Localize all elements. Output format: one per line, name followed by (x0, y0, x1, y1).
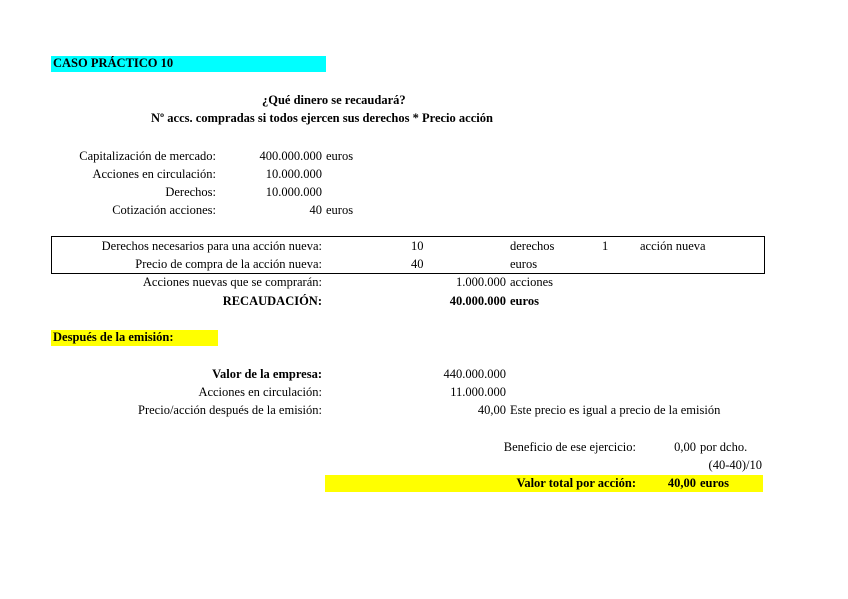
after-shares-label: Acciones en circulación: (198, 385, 322, 399)
price-value: 40 (309, 203, 322, 217)
cap-label: Capitalización de mercado: (79, 149, 216, 163)
rights-value: 10.000.000 (265, 185, 322, 199)
purchase-price-unit: euros (510, 257, 538, 271)
price-unit: euros (326, 203, 354, 217)
benefit-label: Beneficio de ese ejercicio: (503, 440, 636, 454)
cap-unit: euros (326, 149, 354, 163)
new-shares-value: 1.000.000 (456, 275, 506, 289)
rights-label: Derechos: (165, 185, 216, 199)
company-value: 440.000.000 (443, 367, 506, 381)
after-price-label: Precio/acción después de la emisión: (138, 403, 322, 417)
formula-heading: Nº accs. compradas si todos ejercen sus derechos * Precio acción (151, 111, 493, 125)
new-shares-unit: acciones (510, 275, 554, 289)
new-share-count: 1 (602, 239, 609, 253)
rights-needed-value: 10 (411, 239, 424, 253)
shares-value: 10.000.000 (265, 167, 322, 181)
rights-needed-unit: derechos (510, 239, 555, 253)
price-label: Cotización acciones: (112, 203, 216, 217)
proceeds-unit: euros (510, 294, 539, 308)
new-share-unit: acción nueva (640, 239, 706, 253)
after-heading-cell (51, 330, 218, 346)
company-value-label: Valor de la empresa: (212, 367, 322, 381)
cap-value: 400.000.000 (259, 149, 322, 163)
total-unit: euros (700, 476, 729, 490)
total-value: 40,00 (667, 476, 696, 490)
proceeds-value: 40.000.000 (449, 294, 506, 308)
case-title-cell (51, 56, 326, 72)
after-price-note: Este precio es igual a precio de la emisión (510, 403, 721, 417)
after-shares-value: 11.000.000 (450, 385, 506, 399)
benefit-value: 0,00 (674, 440, 696, 454)
benefit-unit: por dcho. (700, 440, 748, 454)
after-heading: Después de la emisión: (53, 330, 174, 344)
shares-label: Acciones en circulación: (92, 167, 216, 181)
total-label: Valor total por acción: (516, 476, 636, 490)
purchase-price-label: Precio de compra de la acción nueva: (135, 257, 322, 271)
proceeds-label: RECAUDACIÓN: (222, 294, 322, 308)
case-title: CASO PRÁCTICO 10 (53, 56, 174, 70)
purchase-price-value: 40 (411, 257, 424, 271)
after-price-value: 40,00 (477, 403, 506, 417)
benefit-formula: (40-40)/10 (708, 458, 762, 472)
rights-needed-label: Derechos necesarios para una acción nueva: (101, 239, 322, 253)
new-shares-label: Acciones nuevas que se comprarán: (142, 275, 322, 289)
question-heading: ¿Qué dinero se recaudará? (262, 93, 406, 107)
